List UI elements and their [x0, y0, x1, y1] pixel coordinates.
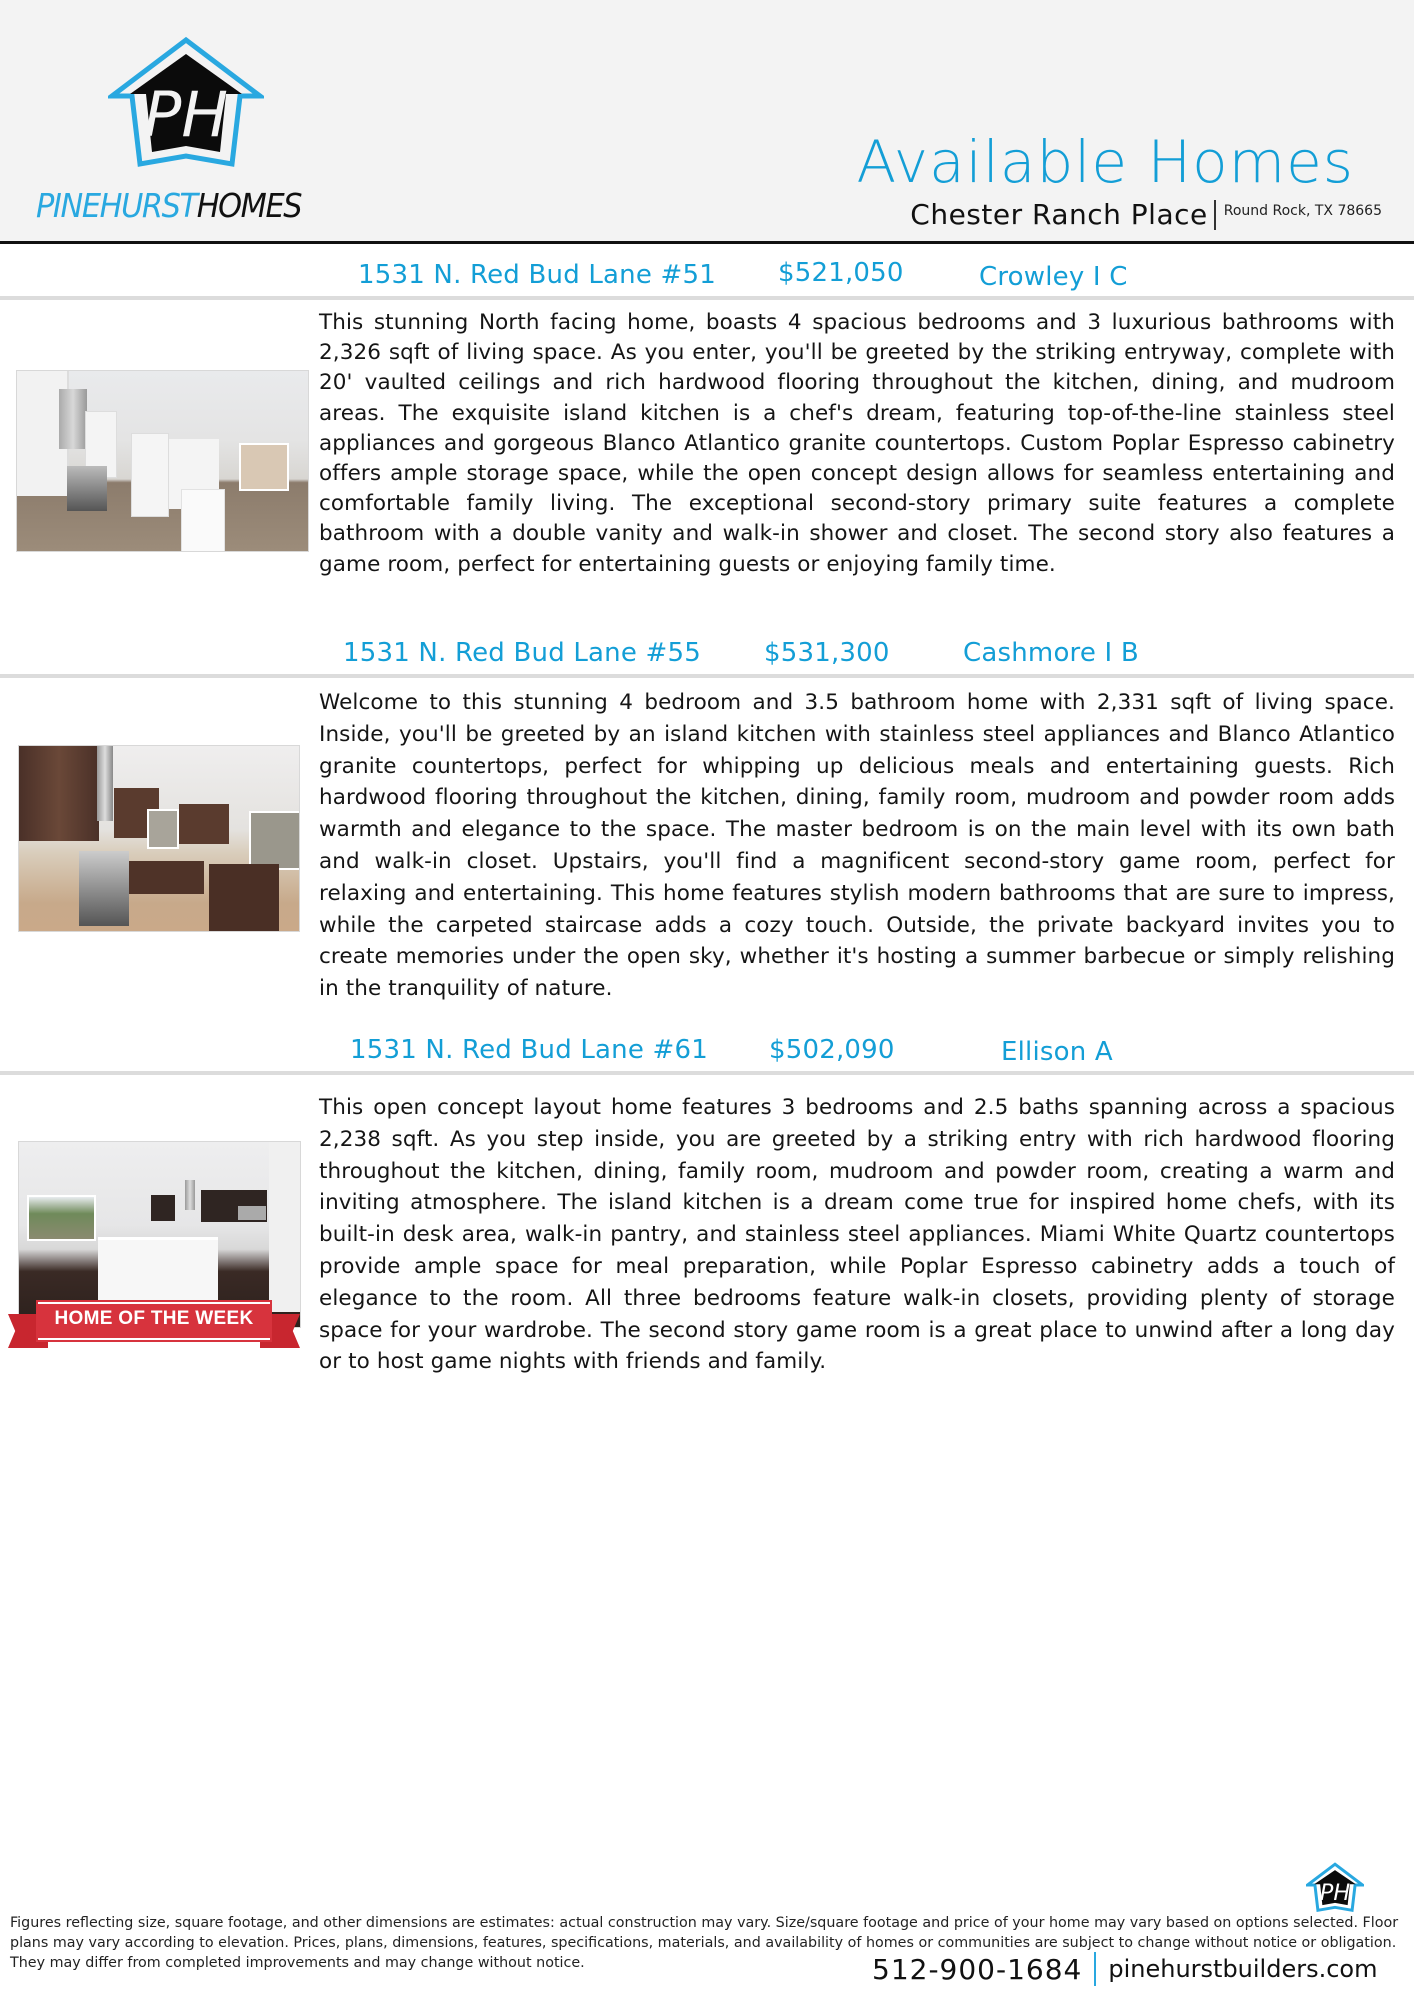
stove-shape	[67, 466, 107, 511]
window-shape	[239, 443, 289, 491]
listing-description: Welcome to this stunning 4 bedroom and 3.5 bathroom home with 2,331 sqft of living space. Inside, you'll be greeted by an island kitchen with stainless steel appliances and Blanco Atlantico granite countertops, perfect for whipping up delicious meals and entertaining guests. Rich hardwood flooring throughout the kitchen, dining, family room, mudroom and powder room adds warmth and elegance to the space. The master bedroom is on the main level with its own bath and walk-in closet. Upstairs, you'll find a magnificent second-story game room, perfect for relaxing and entertaining. This home features stylish modern bathrooms that are sure to impress, while the carpeted staircase adds a cozy touch. Outside, the private backyard invites you to create memories under the open sky, whether it's hosting a summer barbecue or simply relishing in the tranquility of nature.	[319, 690, 1395, 1002]
listing-description: This stunning North facing home, boasts 4 spacious bedrooms and 3 luxurious bathrooms with 2,326 sqft of living space. As you enter, you'll be greeted by the striking entryway, complete with 20' vaulted ceilings and rich hardwood flooring throughout the kitchen, dining, and mudroom areas. The exquisite island kitchen is a chef's dream, featuring top-of-the-line stainless steel appliances and gorgeous Blanco Atlantico granite countertops. Custom Poplar Espresso cabinetry offers ample storage space, while the open concept design allows for seamless entertaining and comfortable family living. The exceptional second-story primary suite features a complete bathroom with a double vanity and walk-in shower and closet. The second story also features a game room, perfect for entertaining guests or enjoying family time.	[319, 310, 1395, 577]
range-hood-shape	[97, 746, 113, 821]
brand-wordmark	[36, 186, 301, 225]
house-logo-icon	[108, 36, 264, 172]
listing-address: 1531 N. Red Bud Lane #51	[358, 260, 716, 290]
upper-cabinet-shape	[179, 804, 229, 844]
upper-cabinet-shape	[151, 1195, 175, 1221]
legal-disclaimer: Figures reflecting size, square footage, and other dimensions are estimates: actual construction may vary. Size/square footage and price of your home may vary based on options selected. Floor plans may vary according to elevation. Prices, plans, dimensions, features, specifications, materials, and availability of homes or communities are subject to change without notice or obligation. They may differ from completed improvements and may change without notice.	[10, 1915, 1399, 1971]
listing-plan: Crowley I C	[979, 262, 1128, 292]
listing-price: $521,050	[778, 258, 904, 288]
upper-cabinet-shape	[19, 746, 99, 841]
pantry-door-shape	[131, 433, 169, 517]
page-title: Available Homes	[856, 128, 1354, 196]
divider	[1094, 1952, 1096, 1986]
pinehurst-logo	[36, 36, 346, 231]
window-shape	[27, 1195, 96, 1241]
listing-description: This open concept layout home features 3 bedrooms and 2.5 baths spanning across a spacious 2,238 sqft. As you step inside, you are greeted by a striking entry with rich hardwood flooring throughout the kitchen, dining, family room, mudroom and powder room, creating a warm and inviting atmosphere. The island kitchen is a dream come true for inspired home chefs, with its built-in desk area, walk-in pantry, and stainless steel appliances. Miami White Quartz countertops provide ample space for meal preparation, while Poplar Espresso cabinetry adds a touch of elegance to the room. All three bedrooms feature walk-in closets, providing plenty of storage space for your wardrobe. The second story game room is a great place to unwind after a long day or to host game nights with friends and family.	[319, 1095, 1395, 1375]
listing-header	[0, 1031, 1414, 1075]
phone-number[interactable]: 512-900-1684	[872, 1952, 1083, 1986]
window-shape	[147, 809, 179, 849]
listing-price: $502,090	[769, 1035, 895, 1065]
island-kitchen-photo	[18, 1141, 301, 1328]
dark-cabinet-kitchen-photo	[18, 745, 300, 932]
brand-part-homes: HOMES	[196, 186, 302, 225]
window-shape	[249, 811, 300, 870]
community-name: Chester Ranch Place	[910, 198, 1208, 231]
home-of-the-week-badge	[8, 1302, 300, 1350]
listing-address: 1531 N. Red Bud Lane #61	[350, 1035, 708, 1065]
white-kitchen-photo	[16, 370, 309, 552]
divider	[1214, 200, 1216, 230]
stove-shape	[79, 851, 129, 926]
badge-label: HOME OF THE WEEK	[54, 1308, 254, 1329]
svg-text:PH: PH	[143, 78, 229, 151]
community-location: Round Rock, TX 78665	[1223, 202, 1382, 219]
listing-header	[0, 256, 1414, 300]
microwave-shape	[238, 1206, 266, 1220]
listing-address: 1531 N. Red Bud Lane #55	[343, 638, 701, 668]
lower-cabinet-shape	[209, 864, 279, 931]
website-link[interactable]: pinehurstbuilders.com	[1108, 1955, 1378, 1983]
lower-cabinet-shape	[129, 861, 204, 894]
listing-header	[0, 634, 1414, 678]
svg-text:PH: PH	[1319, 1879, 1351, 1906]
listing-plan: Cashmore I B	[963, 638, 1139, 668]
range-hood-shape	[59, 389, 87, 449]
footer-house-logo-icon	[1306, 1862, 1364, 1914]
page-header	[0, 0, 1414, 244]
range-hood-shape	[185, 1180, 195, 1210]
listing-price: $531,300	[764, 638, 890, 668]
brand-part-pinehurst: PINEHURST	[36, 186, 197, 225]
island-shape	[181, 489, 225, 552]
listing-plan: Ellison A	[1001, 1037, 1113, 1067]
island-shape	[98, 1237, 218, 1302]
contact-info	[872, 1952, 1377, 1986]
wall-shape	[269, 1142, 300, 1312]
community-line	[910, 198, 1382, 231]
